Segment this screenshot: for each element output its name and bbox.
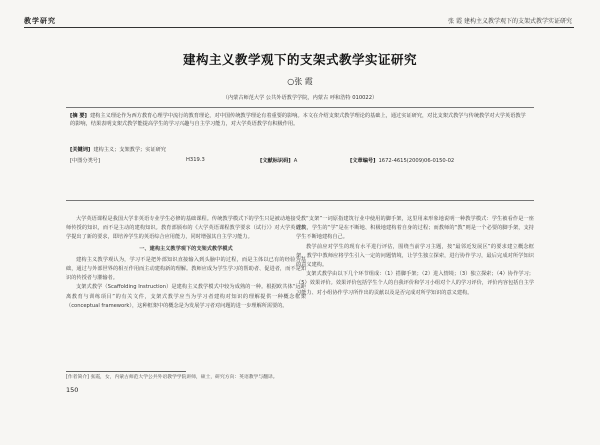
article-id-value: 1672-4615(2009)06-0150-02 — [378, 158, 455, 164]
author-affiliation: （内蒙古师范大学 公共外语教学学院，内蒙古 呼和浩特 010022） — [222, 95, 378, 101]
keywords — [70, 146, 166, 153]
keywords-text: 建构主义；支架教学；实证研究 — [93, 147, 166, 153]
body-paragraph: 教学前应对学生的现有水平进行评估，围绕当前学习主题，按“最邻近发展区”的要求建立概念框架。教学中教师应将学生引入一定的问题情境，让学生独立探索，进行协作学习，最后完成对所学知识的意义建构。 — [296, 243, 534, 269]
abstract-label: [摘 要] — [70, 113, 87, 119]
page-number: 150 — [66, 386, 79, 394]
section-heading: 一、建构主义教学观下的支架式教学模式 — [139, 245, 233, 252]
body-paragraph: 大学英语课程是我国大学非英语专业学生必修的基础课程。传统教学模式下的学生只是被动地接受教师传授的知识，而不是主动的建构知识。教育部颁布的《大学英语课程教学要求（试行）》对大学英语教学提出了新的要求，即培养学生的英语综合应用能力，同时增强其自主学习能力。 — [66, 216, 306, 241]
header-rule — [24, 27, 574, 28]
body-column-left — [66, 215, 306, 445]
abstract-text: 建构主义理论作为西方教育心理学中流行的教育理论，对中国传统教学理论有着重要的影响。本文在介绍支架式教学理论的基础上，通过实证研究，对比支架式教学与传统教学对大学英语教学的影响，结果表明支架式教学能提高学生的学习兴趣与自主学习能力，对大学英语教学有积极作用。 — [70, 113, 526, 128]
doc-code-label: [文献标识码] — [260, 158, 291, 164]
running-header-title: 张 霞 建构主义教学观下的支架式教学实证研究 — [448, 18, 572, 25]
article-id-label: [文章编号] — [350, 158, 376, 164]
article-id — [350, 157, 454, 164]
author-name: ○张 霞 — [287, 77, 313, 86]
abstract — [70, 112, 530, 129]
body-paragraph: 建构主义教学观认为，学习不是把外部知识直接输入到头脑中的过程，而是主体以已有的经验为基础，通过与外部世界的相互作用而主动建构新的理解。教师应成为学生学习的帮助者、促进者，而不是知识的传授者与灌输者。 — [66, 256, 306, 282]
running-header-section: 教学研究 — [24, 17, 56, 25]
body-paragraph: 支架式教学（Scaffolding Instruction）是建构主义教学模式中较为成熟的一种。根据欧共体“远距离教育与训练项目”的有关文件，支架式教学应当为学习者建构对知识的理解提供一种概念框架（conceptual framework），这种框架中的概念是为发展学习者对问题的进一步理解所需要的。 — [66, 284, 306, 309]
paper-title: 建构主义教学观下的支架式教学实证研究 — [182, 52, 417, 67]
body-paragraph: “支架”一词原指建筑行业中使用的脚手架，这里用来形象地说明一种教学模式：学生被看作是一座建筑，学生的“学”是在不断地、积极地建构着自身的过程；而教师的“教”则是一个必要的脚手架，支持学生不断地建构自己。 — [296, 216, 534, 241]
keywords-label: [关键词] — [70, 147, 91, 153]
doc-code-value: A — [293, 158, 298, 164]
footnote-rule — [66, 371, 186, 372]
body-paragraph: 支架式教学由以下几个环节组成：（1）搭脚手架；（2）进入情境；（3）独立探索；（4）协作学习；（5）效果评价。效果评价包括学生个人的自我评价和学习小组对个人的学习评价，评价内容包括自主学习能力、对小组协作学习所作出的贡献以及是否完成对所学知识的意义建构。 — [296, 271, 534, 296]
author-footnote: [作者简介] 张霞，女，内蒙古师范大学公共外语教学学院讲师，硕士，研究方向：英语教学与翻译。 — [66, 375, 278, 380]
clc-label: [中图分类号] — [70, 158, 100, 164]
doc-code — [260, 157, 297, 164]
clc-value: H319.3 — [186, 157, 205, 163]
body-column-right — [296, 215, 534, 445]
